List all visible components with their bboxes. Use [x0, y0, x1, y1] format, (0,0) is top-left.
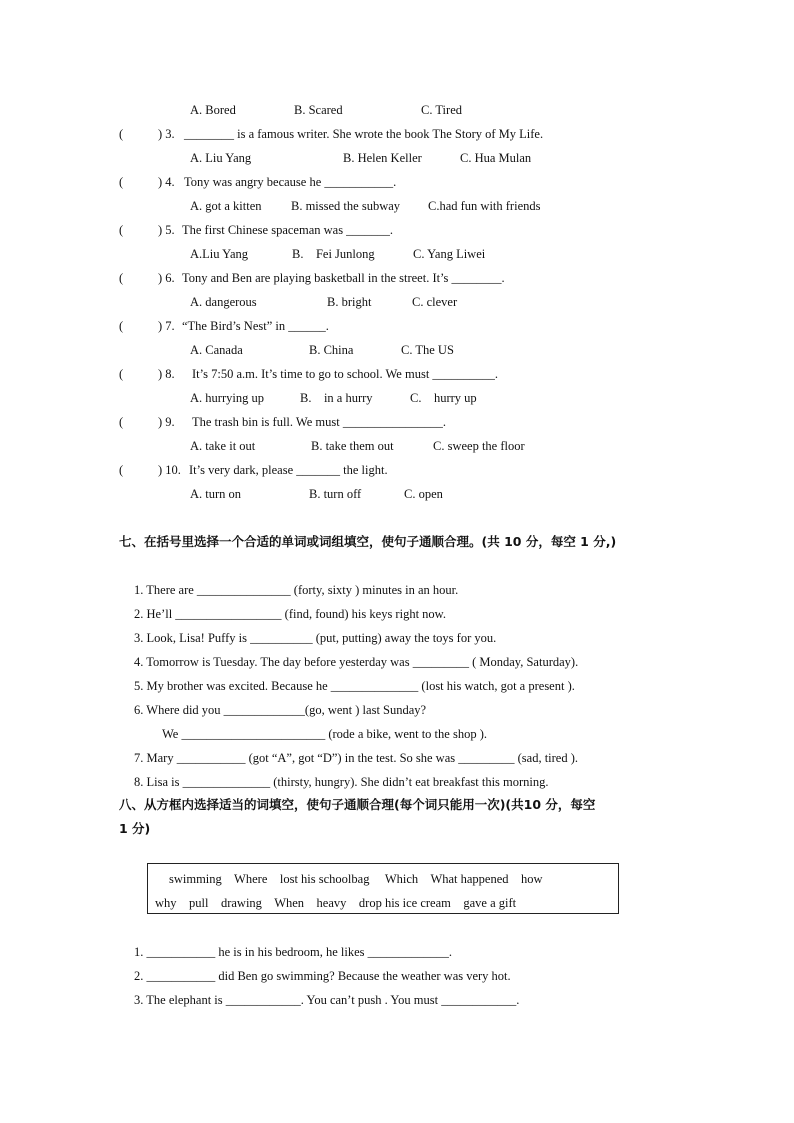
option-a: A. Canada [190, 343, 243, 357]
answer-paren: ( [119, 463, 124, 477]
question-number: ) 4. [158, 175, 175, 189]
fill-in-item: 8. Lisa is ______________ (thirsty, hungry). She didn’t eat breakfast this morning. [134, 775, 549, 789]
question-number: ) 3. [158, 127, 175, 141]
option-a: A. Bored [190, 103, 236, 117]
option-a: A. turn on [190, 487, 242, 501]
fill-in-item: 5. My brother was excited. Because he ______________ (lost his watch, got a present ). [134, 679, 575, 693]
option-b: B. turn off [309, 487, 362, 501]
answer-paren: ( [119, 175, 124, 189]
option-b: B. in a hurry [300, 391, 373, 405]
answer-paren: ( [119, 223, 124, 237]
question-text: It’s very dark, please _______ the light. [189, 463, 388, 477]
question-number: ) 10. [158, 463, 181, 477]
answer-paren: ( [119, 367, 124, 381]
question-number: ) 5. [158, 223, 175, 237]
option-c: C. The US [401, 343, 454, 357]
question-number: ) 9. [158, 415, 175, 429]
option-b: B. China [309, 343, 354, 357]
question-text: It’s 7:50 a.m. It’s time to go to school. We must __________. [192, 367, 499, 381]
option-b: B. take them out [311, 439, 394, 453]
fill-in-item: 7. Mary ___________ (got “A”, got “D”) in the test. So she was _________ (sad, tired ). [134, 751, 579, 765]
option-a: A.Liu Yang [190, 247, 248, 261]
fill-in-item: 4. Tomorrow is Tuesday. The day before yesterday was _________ ( Monday, Saturday). [134, 655, 579, 669]
option-c: C. clever [412, 295, 458, 309]
question-text: “The Bird’s Nest” in ______. [182, 319, 329, 333]
fill-in-item: 6. Where did you _____________(go, went ) last Sunday? [134, 703, 427, 717]
answer-paren: ( [119, 127, 124, 141]
option-b: B. bright [327, 295, 372, 309]
answer-paren: ( [119, 319, 124, 333]
question-text: ________ is a famous writer. She wrote the book The Story of My Life. [184, 127, 544, 141]
section-heading: 七、在括号里选择一个合适的单词或词组填空，使句子通顺合理。(共 10 分，每空 1 分,) [119, 534, 617, 549]
option-c: C. Hua Mulan [460, 151, 532, 165]
option-a: A. Liu Yang [190, 151, 252, 165]
question-text: The first Chinese spaceman was _______. [182, 223, 394, 237]
question-text: Tony was angry because he ___________. [184, 175, 397, 189]
option-a: A. dangerous [190, 295, 257, 309]
option-a: A. take it out [190, 439, 256, 453]
section-heading: 八、从方框内选择适当的词填空，使句子通顺合理(每个词只能用一次)(共10 分，每空 [119, 797, 596, 812]
word-bank-row: swimming Where lost his schoolbag Which What happened how [169, 872, 543, 886]
option-c: C. Yang Liwei [413, 247, 486, 261]
answer-paren: ( [119, 415, 124, 429]
fill-in-item: 3. Look, Lisa! Puffy is __________ (put, putting) away the toys for you. [134, 631, 497, 645]
fill-in-item: 2. He’ll _________________ (find, found) his keys right now. [134, 607, 447, 621]
question-number: ) 7. [158, 319, 175, 333]
question-number: ) 8. [158, 367, 175, 381]
option-b: B. Helen Keller [343, 151, 422, 165]
option-b: B. missed the subway [291, 199, 401, 213]
section-heading-continued: 1 分) [119, 821, 151, 836]
option-a: A. got a kitten [190, 199, 262, 213]
question-text: The trash bin is full. We must ________________. [192, 415, 446, 429]
fill-in-item-continued: We _______________________ (rode a bike, went to the shop ). [162, 727, 487, 741]
option-c: C. hurry up [410, 391, 477, 405]
question-number: ) 6. [158, 271, 175, 285]
option-c: C. open [404, 487, 443, 501]
fill-in-item: 1. There are _______________ (forty, sixty ) minutes in an hour. [134, 583, 459, 597]
word-bank-row: why pull drawing When heavy drop his ice cream gave a gift [155, 896, 517, 910]
option-c: C. sweep the floor [433, 439, 525, 453]
option-c: C. Tired [421, 103, 462, 117]
option-b: B. Scared [294, 103, 343, 117]
fill-in-item: 3. The elephant is ____________. You can’t push . You must ____________. [134, 993, 520, 1007]
answer-paren: ( [119, 271, 124, 285]
question-text: Tony and Ben are playing basketball in the street. It’s ________. [182, 271, 505, 285]
option-b: B. Fei Junlong [292, 247, 375, 261]
fill-in-item: 1. ___________ he is in his bedroom, he likes _____________. [134, 945, 453, 959]
fill-in-item: 2. ___________ did Ben go swimming? Because the weather was very hot. [134, 969, 511, 983]
option-a: A. hurrying up [190, 391, 264, 405]
option-c: C.had fun with friends [428, 199, 541, 213]
